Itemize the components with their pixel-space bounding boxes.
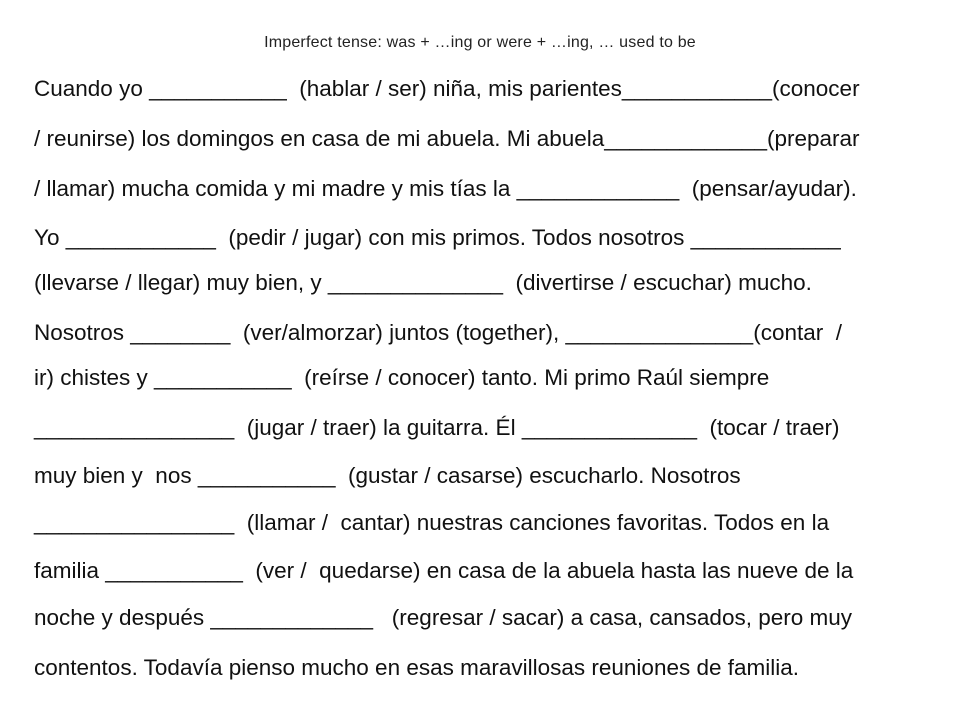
text-line-8: ________________ (jugar / traer) la guitarra. Él ______________ (tocar / traer) bbox=[34, 415, 840, 440]
text-line-6: Nosotros ________ (ver/almorzar) juntos (together), _______________(contar / bbox=[34, 320, 842, 345]
text-line-13: contentos. Todavía pienso mucho en esas maravillosas reuniones de familia. bbox=[34, 655, 800, 680]
text-line-3: / llamar) mucha comida y mi madre y mis tías la _____________ (pensar/ayudar). bbox=[34, 176, 857, 201]
text-line-5: (llevarse / llegar) muy bien, y ______________ (divertirse / escuchar) mucho. bbox=[34, 270, 812, 295]
text-line-4: Yo ____________ (pedir / jugar) con mis primos. Todos nosotros ____________ bbox=[34, 225, 841, 250]
text-line-10: ________________ (llamar / cantar) nuestras canciones favoritas. Todos en la bbox=[34, 510, 830, 535]
text-line-11: familia ___________ (ver / quedarse) en casa de la abuela hasta las nueve de la bbox=[34, 558, 854, 583]
text-line-7: ir) chistes y ___________ (reírse / conocer) tanto. Mi primo Raúl siempre bbox=[34, 365, 770, 390]
text-line-2: / reunirse) los domingos en casa de mi abuela. Mi abuela_____________(preparar bbox=[34, 126, 860, 151]
text-line-1: Cuando yo ___________ (hablar / ser) niña, mis parientes____________(conocer bbox=[34, 76, 860, 101]
text-line-9: muy bien y nos ___________ (gustar / casarse) escucharlo. Nosotros bbox=[34, 463, 741, 488]
page-title: Imperfect tense: was + …ing or were + …ing, … used to be bbox=[264, 34, 696, 51]
text-line-12: noche y después _____________ (regresar / sacar) a casa, cansados, pero muy bbox=[34, 605, 852, 630]
